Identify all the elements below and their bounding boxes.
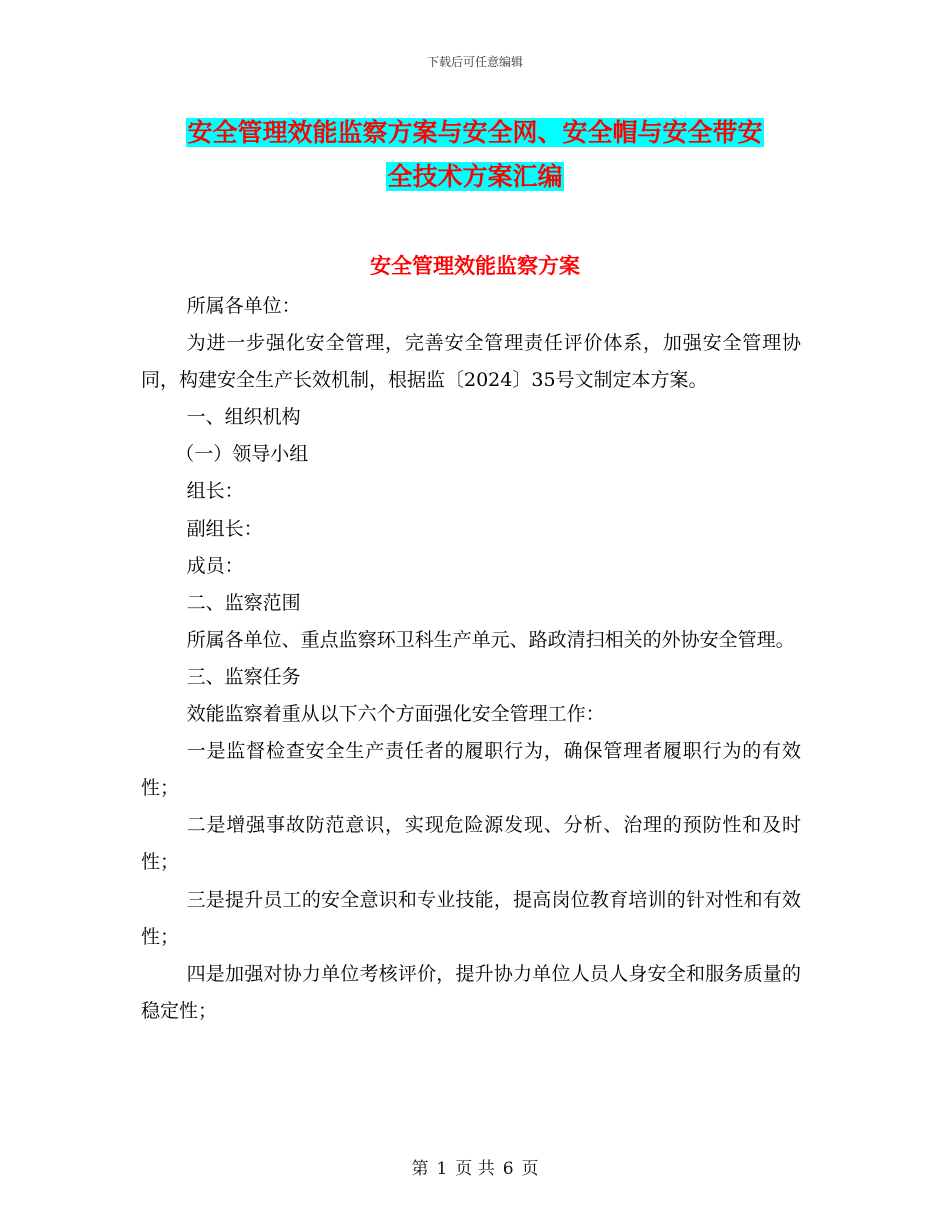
footer-prefix: 第	[411, 1159, 429, 1179]
document-title-line-1-text: 安全管理效能监察方案与安全网、安全帽与安全带安	[187, 118, 763, 147]
paragraph: 副组长：	[186, 517, 263, 540]
paragraph: 所属各单位、重点监察环卫科生产单元、路政清扫相关的外协安全管理。	[186, 628, 795, 651]
footer-page-number: 1	[436, 1159, 448, 1179]
paragraph: 三、监察任务	[186, 665, 301, 688]
paragraph: 一是监督检查安全生产责任者的履职行为，确保管理者履职行为的有效性；	[141, 740, 801, 800]
paragraph: （一）领导小组	[175, 443, 309, 466]
footer-mid: 页 共	[455, 1159, 495, 1179]
footer-suffix: 页	[521, 1159, 539, 1179]
paragraph: 为进一步强化安全管理，完善安全管理责任评价体系，加强安全管理协同，构建安全生产长效机制，根据监〔2024〕35号文制定本方案。	[141, 332, 801, 392]
document-title-line-2	[0, 157, 950, 193]
document-title-line-1	[0, 113, 950, 149]
paragraph: 三是提升员工的安全意识和专业技能，提高岗位教育培训的针对性和有效性；	[141, 888, 801, 948]
paragraph: 二、监察范围	[186, 591, 301, 614]
page-footer	[0, 1154, 950, 1179]
footer-total-pages: 6	[502, 1159, 514, 1179]
paragraph: 四是加强对协力单位考核评价，提升协力单位人员人身安全和服务质量的稳定性；	[141, 962, 801, 1022]
document-title-line-2-text: 全技术方案汇编	[387, 162, 563, 191]
paragraph: 一、组织机构	[186, 406, 301, 429]
paragraph: 组长：	[186, 480, 244, 503]
section-title: 安全管理效能监察方案	[370, 254, 580, 278]
paragraph: 二是增强事故防范意识，实现危险源发现、分析、治理的预防性和及时性；	[141, 814, 801, 874]
paragraph: 效能监察着重从以下六个方面强化安全管理工作：	[186, 703, 605, 726]
body-text	[141, 288, 801, 1030]
paragraph: 成员：	[186, 554, 244, 577]
paragraph: 所属各单位：	[186, 295, 301, 317]
header-note: 下载后可任意编辑	[426, 55, 523, 69]
